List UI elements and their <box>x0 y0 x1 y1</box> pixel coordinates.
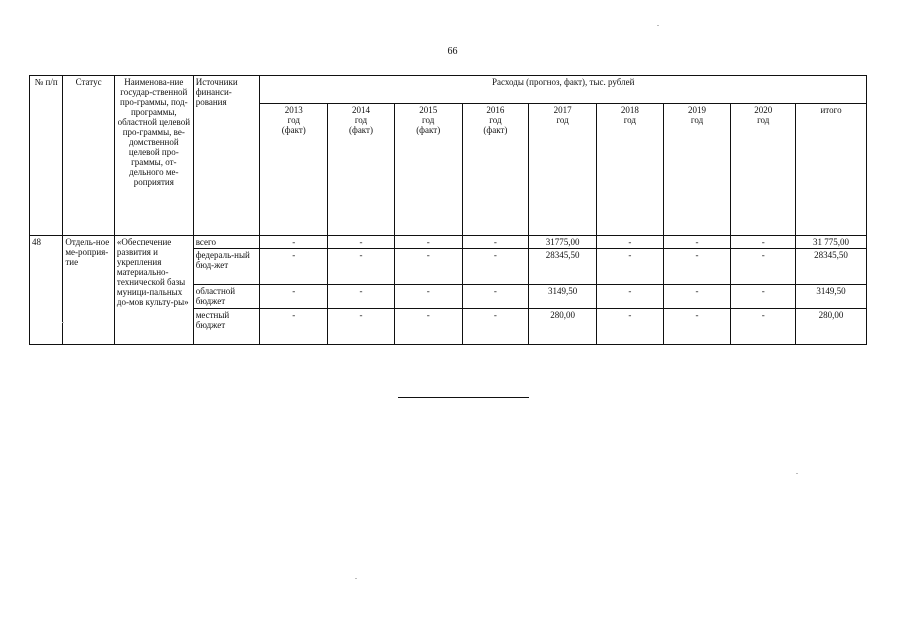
cell-value: - <box>596 236 663 249</box>
cell-value: - <box>596 249 663 285</box>
header-no: № п/п <box>30 76 63 236</box>
header-year-2014: 2014 год (факт) <box>328 104 395 236</box>
cell-value: - <box>394 236 462 249</box>
row-source: местный бюджет <box>193 309 260 345</box>
header-year-2018: 2018 год <box>596 104 663 236</box>
header-status: Статус <box>63 76 115 236</box>
cell-value: - <box>663 236 731 249</box>
cell-value: - <box>394 249 462 285</box>
scan-speck <box>62 322 64 323</box>
scan-speck <box>355 578 357 579</box>
cell-value: - <box>731 236 796 249</box>
footer-divider <box>398 397 529 398</box>
header-year-2015: 2015 год (факт) <box>394 104 462 236</box>
expenses-table <box>29 75 867 345</box>
header-row-1 <box>30 76 867 104</box>
page-number: 66 <box>447 46 458 57</box>
cell-value: - <box>462 309 529 345</box>
cell-value: - <box>596 309 663 345</box>
cell-total: 3149,50 <box>796 285 867 309</box>
cell-value: - <box>328 309 395 345</box>
scan-speck <box>657 25 659 26</box>
row-source: федераль-ный бюд-жет <box>193 249 260 285</box>
cell-value: - <box>731 309 796 345</box>
cell-value: - <box>462 249 529 285</box>
header-year-2013: 2013 год (факт) <box>260 104 328 236</box>
cell-value: - <box>328 285 395 309</box>
cell-value: - <box>260 236 328 249</box>
scan-speck <box>796 473 798 474</box>
cell-value: - <box>731 285 796 309</box>
header-year-2020: 2020 год <box>731 104 796 236</box>
entry-no: 48 <box>30 236 63 345</box>
entry-status: Отдель-ное ме-роприя-тие <box>63 236 115 345</box>
cell-value: - <box>260 309 328 345</box>
cell-value: 28345,50 <box>529 249 597 285</box>
header-year-2019: 2019 год <box>663 104 731 236</box>
header-sources: Источники финанси-рования <box>193 76 260 236</box>
header-expenses: Расходы (прогноз, факт), тыс. рублей <box>260 76 867 104</box>
entry-name: «Обеспечение развития и укрепления материально-технической базы муници-пальных до-мов культу-ры» <box>114 236 193 345</box>
row-source: областной бюджет <box>193 285 260 309</box>
cell-value: 31775,00 <box>529 236 597 249</box>
header-year-2017: 2017 год <box>529 104 597 236</box>
cell-value: - <box>462 285 529 309</box>
cell-value: - <box>260 285 328 309</box>
cell-value: - <box>328 249 395 285</box>
cell-value: - <box>260 249 328 285</box>
cell-total: 280,00 <box>796 309 867 345</box>
header-name: Наименова-ние государ-ственной про-граммы, под-программы, областной целевой про-граммы, ве-домственной целевой про-граммы, от-дельного ме-роприятия <box>114 76 193 236</box>
table-row <box>30 236 867 249</box>
header-total: итого <box>796 104 867 236</box>
header-year-2016: 2016 год (факт) <box>462 104 529 236</box>
row-source: всего <box>193 236 260 249</box>
cell-value: - <box>596 285 663 309</box>
cell-value: 280,00 <box>529 309 597 345</box>
cell-value: - <box>663 249 731 285</box>
cell-value: 3149,50 <box>529 285 597 309</box>
cell-value: - <box>663 309 731 345</box>
cell-value: - <box>394 285 462 309</box>
cell-value: - <box>663 285 731 309</box>
cell-value: - <box>394 309 462 345</box>
cell-total: 28345,50 <box>796 249 867 285</box>
cell-value: - <box>462 236 529 249</box>
cell-value: - <box>328 236 395 249</box>
cell-value: - <box>731 249 796 285</box>
cell-total: 31 775,00 <box>796 236 867 249</box>
